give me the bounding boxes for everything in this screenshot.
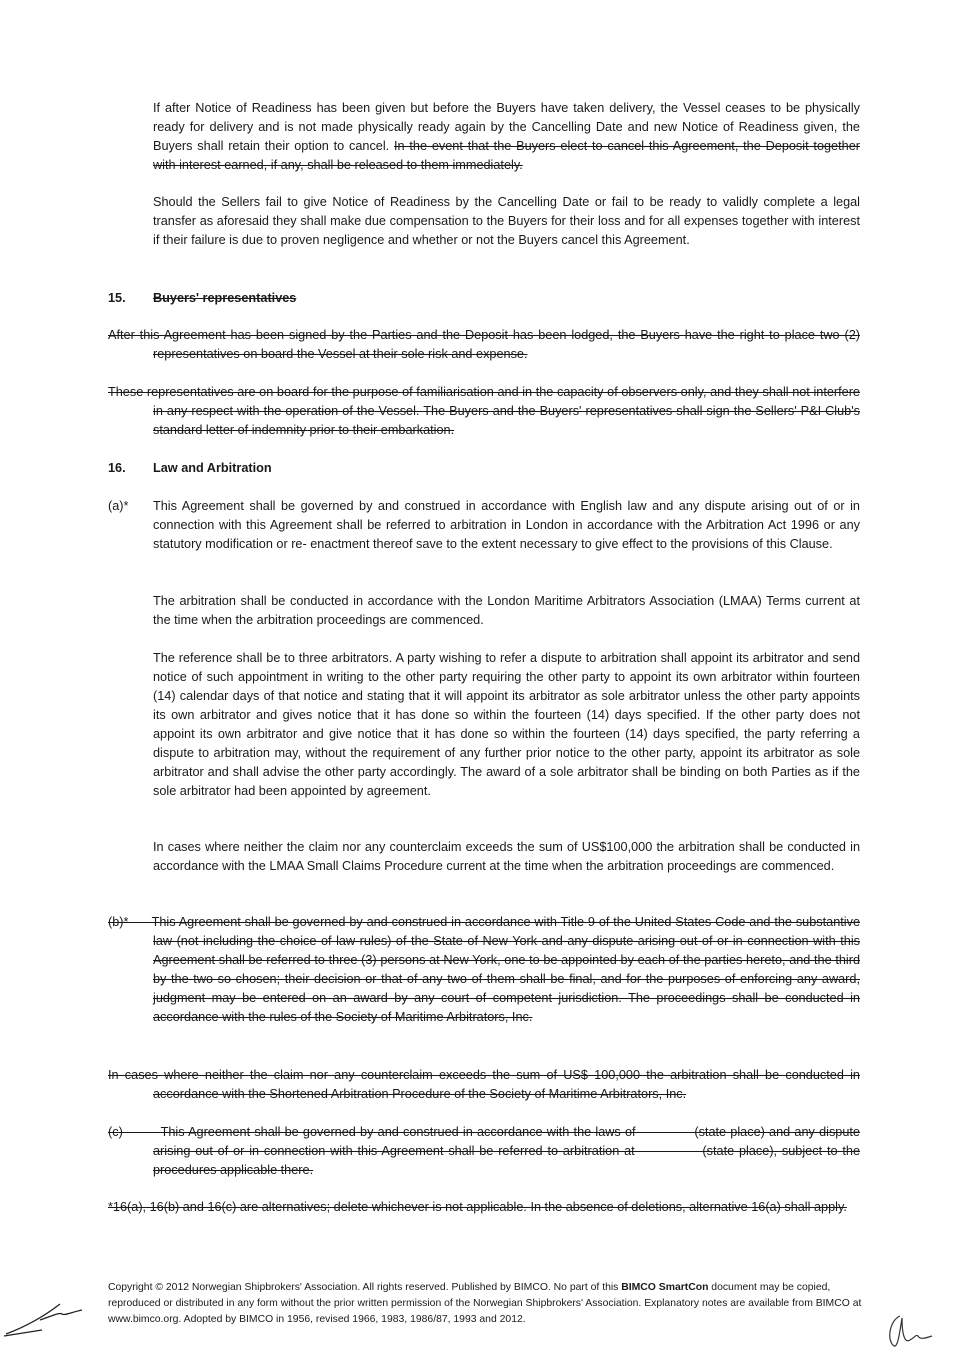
clause16c-paragraph: (c) This Agreement shall be governed by and construed in accordance with the laws of (state place) and any dispute arising out of or in connection with this Agreement shall be referred to arbitration at (state place), subject to the procedures applicable there.	[108, 1125, 860, 1177]
clause16-footnote: *16(a), 16(b) and 16(c) are alternatives; delete whichever is not applicable. In the absence of deletions, alternative 16(a) shall apply.	[108, 1200, 847, 1214]
struck-text: In the event that the Buyers elect to cancel this Agreement, the Deposit together with interest earned, if any, shall be released to them immediately.	[153, 139, 860, 172]
clause16b-paragraph-1: (b)* This Agreement shall be governed by and construed in accordance with Title 9 of the United States Code and the substantive law (not including the choice of law rules) of the State of New York and any dispute arising out of or in connection with this Agreement shall be referred to three (3) persons at New York, one to be appointed by each of the parties hereto, and the third by the two so chosen; their decision or that of any two of them shall be final, and for the purposes of enforcing any award, judgment may be entered on an award by any court of competent jurisdiction. The proceedings shall be conducted in accordance with the rules of the Society of Maritime Arbitrators, Inc.	[108, 915, 860, 1024]
clause14-paragraph-1	[153, 99, 860, 175]
clause15-paragraph-2: These representatives are on board for the purpose of familiarisation and in the capacity of observers only, and they shall not interfere in any respect with the operation of the Vessel. The Buyers and the Buyers' representatives shall sign the Sellers' P&I Club's standard letter of indemnity prior to their embarkation.	[108, 385, 860, 437]
clause15-number: 15.	[108, 291, 126, 305]
signature-left-icon	[2, 1290, 102, 1340]
footer-text: document may be copied, reproduced or distributed in any form without the prior written permission of the Norwegian Shipbrokers' Association. Explanatory notes are available from BIMCO at www.bimco.org. Adopted by BIMCO in 1956, revised 1966, 1983, 1986/87, 1993 and 2012.	[108, 1282, 862, 1325]
clause15-paragraph-1: After this Agreement has been signed by the Parties and the Deposit has been lodged, the Buyers have the right to place two (2) representatives on board the Vessel at their sole risk and expense.	[108, 328, 860, 361]
clause14-paragraph-2: Should the Sellers fail to give Notice of Readiness by the Cancelling Date or fail to be ready to validly complete a legal transfer as aforesaid they shall make due compensation to the Buyers for their loss and for all expenses together with interest if their failure is due to proven negligence and whether or not the Buyers cancel this Agreement.	[153, 195, 860, 247]
copyright-footer	[108, 1280, 868, 1328]
footer-text: Copyright © 2012 Norwegian Shipbrokers' Association. All rights reserved. Published by BIMCO. No part of this	[108, 1282, 622, 1293]
footer-brand: BIMCO SmartCon	[621, 1282, 709, 1293]
clause15-title: Buyers' representatives	[153, 291, 297, 305]
clause16a-paragraph-1: This Agreement shall be governed by and construed in accordance with English law and any dispute arising out of or in connection with this Agreement shall be referred to arbitration in London in accordance with the Arbitration Act 1996 or any statutory modification or re- enactment thereof save to the extent necessary to give effect to the provisions of this Clause.	[153, 499, 860, 551]
clause16a-label: (a)*	[108, 499, 129, 513]
text: If after Notice of Readiness has been given but before the Buyers have taken delivery, the Vessel ceases to be physically ready for delivery and is not made physically ready again by the Cancelling Date and new Notice of Readiness given, the Buyers shall retain their option to cancel.	[153, 101, 860, 153]
clause16a-paragraph-3: The reference shall be to three arbitrators. A party wishing to refer a dispute to arbitration shall appoint its arbitrator and send notice of such appointment in writing to the other party requiring the other party to appoint its own arbitrator within fourteen (14) calendar days of that notice and stating that it will appoint its arbitrator as sole arbitrator unless the other party appoints its own arbitrator and gives notice that it has done so within the fourteen (14) days specified. If the other party does not appoint its own arbitrator and give notice that it has done so within the fourteen (14) days specified, the party referring a dispute to arbitration may, without the requirement of any further prior notice to the other party, appoint its arbitrator as sole arbitrator and shall advise the other party accordingly. The award of a sole arbitrator shall be binding on both Parties as if the sole arbitrator had been appointed by agreement.	[153, 651, 860, 798]
clause16a-paragraph-4: In cases where neither the claim nor any counterclaim exceeds the sum of US$100,000 the arbitration shall be conducted in accordance with the LMAA Small Claims Procedure current at the time when the arbitration proceedings are commenced.	[153, 840, 860, 873]
clause16-number: 16.	[108, 461, 126, 475]
clause16-title: Law and Arbitration	[153, 461, 272, 475]
clause16b-paragraph-2: In cases where neither the claim nor any counterclaim exceeds the sum of US$ 100,000 the arbitration shall be conducted in accordance with the Shortened Arbitration Procedure of the Society of Maritime Arbitrators, Inc.	[108, 1068, 860, 1101]
clause16a-paragraph-2: The arbitration shall be conducted in accordance with the London Maritime Arbitrators Association (LMAA) Terms current at the time when the arbitration proceedings are commenced.	[153, 594, 860, 627]
signature-right-icon	[880, 1310, 940, 1355]
